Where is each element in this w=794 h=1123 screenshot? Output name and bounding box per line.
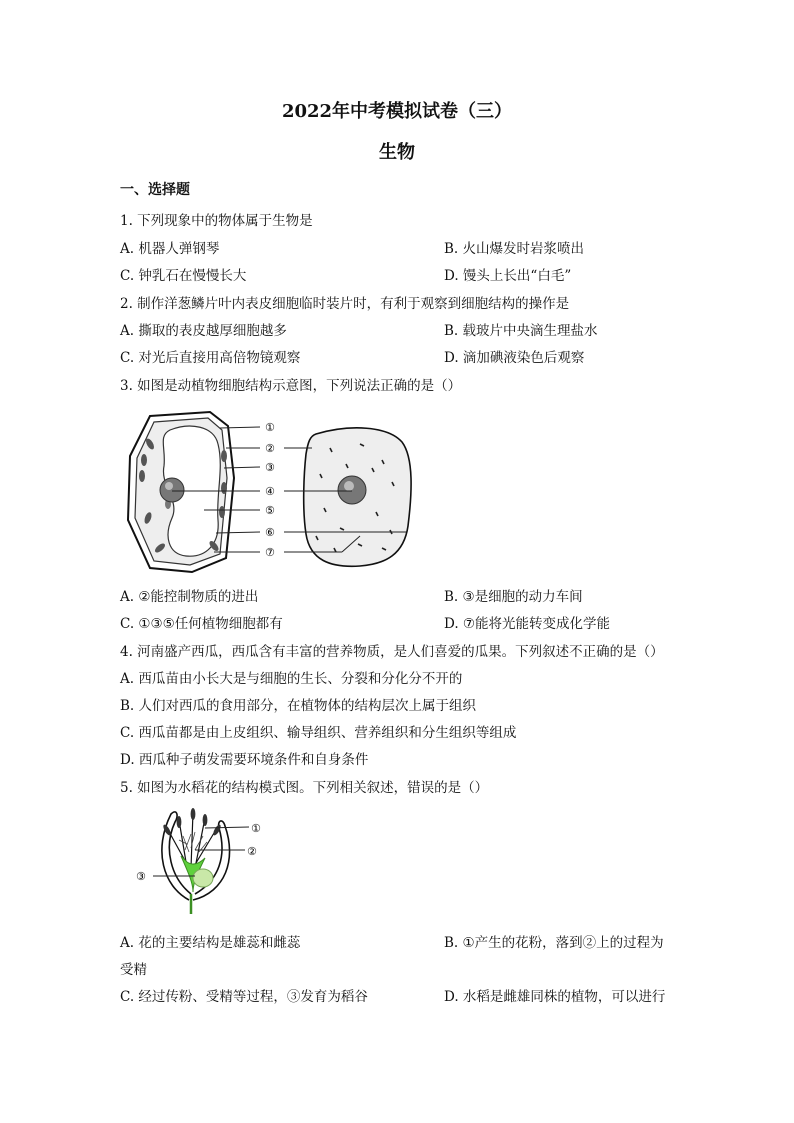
chloroplast — [141, 454, 147, 466]
chloroplast — [221, 450, 227, 462]
question-4-option-b: B. 人们对西瓜的食用部分，在植物体的结构层次上属于组织 — [120, 698, 477, 714]
flower-label-1: ① — [251, 822, 261, 835]
flower-glume-right — [193, 821, 230, 900]
question-2-option-a: A. 撕取的表皮越厚细胞越多 — [120, 323, 287, 339]
cell-label-2: ② — [265, 442, 275, 455]
question-5-option-a: A. 花的主要结构是雄蕊和雌蕊 — [120, 935, 301, 951]
rice-flower-diagram — [133, 808, 283, 918]
animal-nucleolus — [344, 481, 354, 491]
cell-label-3: ③ — [265, 461, 275, 474]
question-1-option-b: B. 火山爆发时岩浆喷出 — [444, 241, 585, 257]
cell-label-1: ① — [265, 421, 275, 434]
question-2-option-c: C. 对光后直接用高倍物镜观察 — [120, 350, 301, 366]
question-3-option-b: B. ③是细胞的动力车间 — [444, 589, 583, 605]
flower-glume-left — [162, 812, 191, 900]
question-5-stem: 5. 如图为水稻花的结构模式图。下列相关叙述，错误的是（） — [120, 780, 489, 796]
stigma — [179, 832, 207, 852]
question-5-option-b-continued: 受精 — [120, 962, 147, 978]
question-3-option-d: D. ⑦能将光能转变成化学能 — [444, 616, 611, 632]
cell-label-7: ⑦ — [265, 546, 275, 559]
question-1-option-c: C. 钟乳石在慢慢长大 — [120, 268, 247, 284]
question-3-stem: 3. 如图是动植物细胞结构示意图，下列说法正确的是（） — [120, 378, 462, 394]
question-4-stem: 4. 河南盛产西瓜，西瓜含有丰富的营养物质，是人们喜爱的瓜果。下列叙述不正确的是（） — [120, 644, 664, 660]
cell-label-4: ④ — [265, 485, 275, 498]
question-5-option-d: D. 水稻是雌雄同株的植物，可以进行 — [444, 989, 666, 1005]
plant-nucleus — [160, 478, 184, 502]
question-2-stem: 2. 制作洋葱鳞片叶内表皮细胞临时装片时，有利于观察到细胞结构的操作是 — [120, 296, 570, 312]
cell-structure-diagram — [120, 408, 420, 578]
ovary — [193, 869, 213, 887]
question-4-option-a: A. 西瓜苗由小长大是与细胞的生长、分裂和分化分不开的 — [120, 671, 463, 687]
section-heading: 一、选择题 — [120, 182, 190, 198]
chloroplast — [139, 470, 145, 482]
question-5-option-c: C. 经过传粉、受精等过程，③发育为稻谷 — [120, 989, 368, 1005]
question-4-option-c: C. 西瓜苗都是由上皮组织、输导组织、营养组织和分生组织等组成 — [120, 725, 517, 741]
flower-label-3: ③ — [136, 870, 146, 883]
chloroplast — [221, 482, 227, 494]
question-3-option-a: A. ②能控制物质的进出 — [120, 589, 259, 605]
subject-title: 生物 — [379, 142, 415, 163]
question-3-option-c: C. ①③⑤任何植物细胞都有 — [120, 616, 283, 632]
question-2-option-d: D. 滴加碘液染色后观察 — [444, 350, 585, 366]
question-1-option-d: D. 馒头上长出“白毛” — [444, 268, 572, 284]
question-5-option-b: B. ①产生的花粉，落到②上的过程为 — [444, 935, 664, 951]
question-4-option-d: D. 西瓜种子萌发需要环境条件和自身条件 — [120, 752, 369, 768]
question-1-option-a: A. 机器人弹钢琴 — [120, 241, 220, 257]
cell-label-6: ⑥ — [265, 526, 275, 539]
exam-title: 2022年中考模拟试卷（三） — [281, 101, 513, 122]
plant-nucleolus — [165, 482, 173, 490]
flower-label-2: ② — [247, 845, 257, 858]
chloroplast — [219, 506, 225, 518]
question-2-option-b: B. 载玻片中央滴生理盐水 — [444, 323, 598, 339]
question-1-stem: 1. 下列现象中的物体属于生物是 — [120, 213, 313, 229]
cell-label-5: ⑤ — [265, 504, 275, 517]
